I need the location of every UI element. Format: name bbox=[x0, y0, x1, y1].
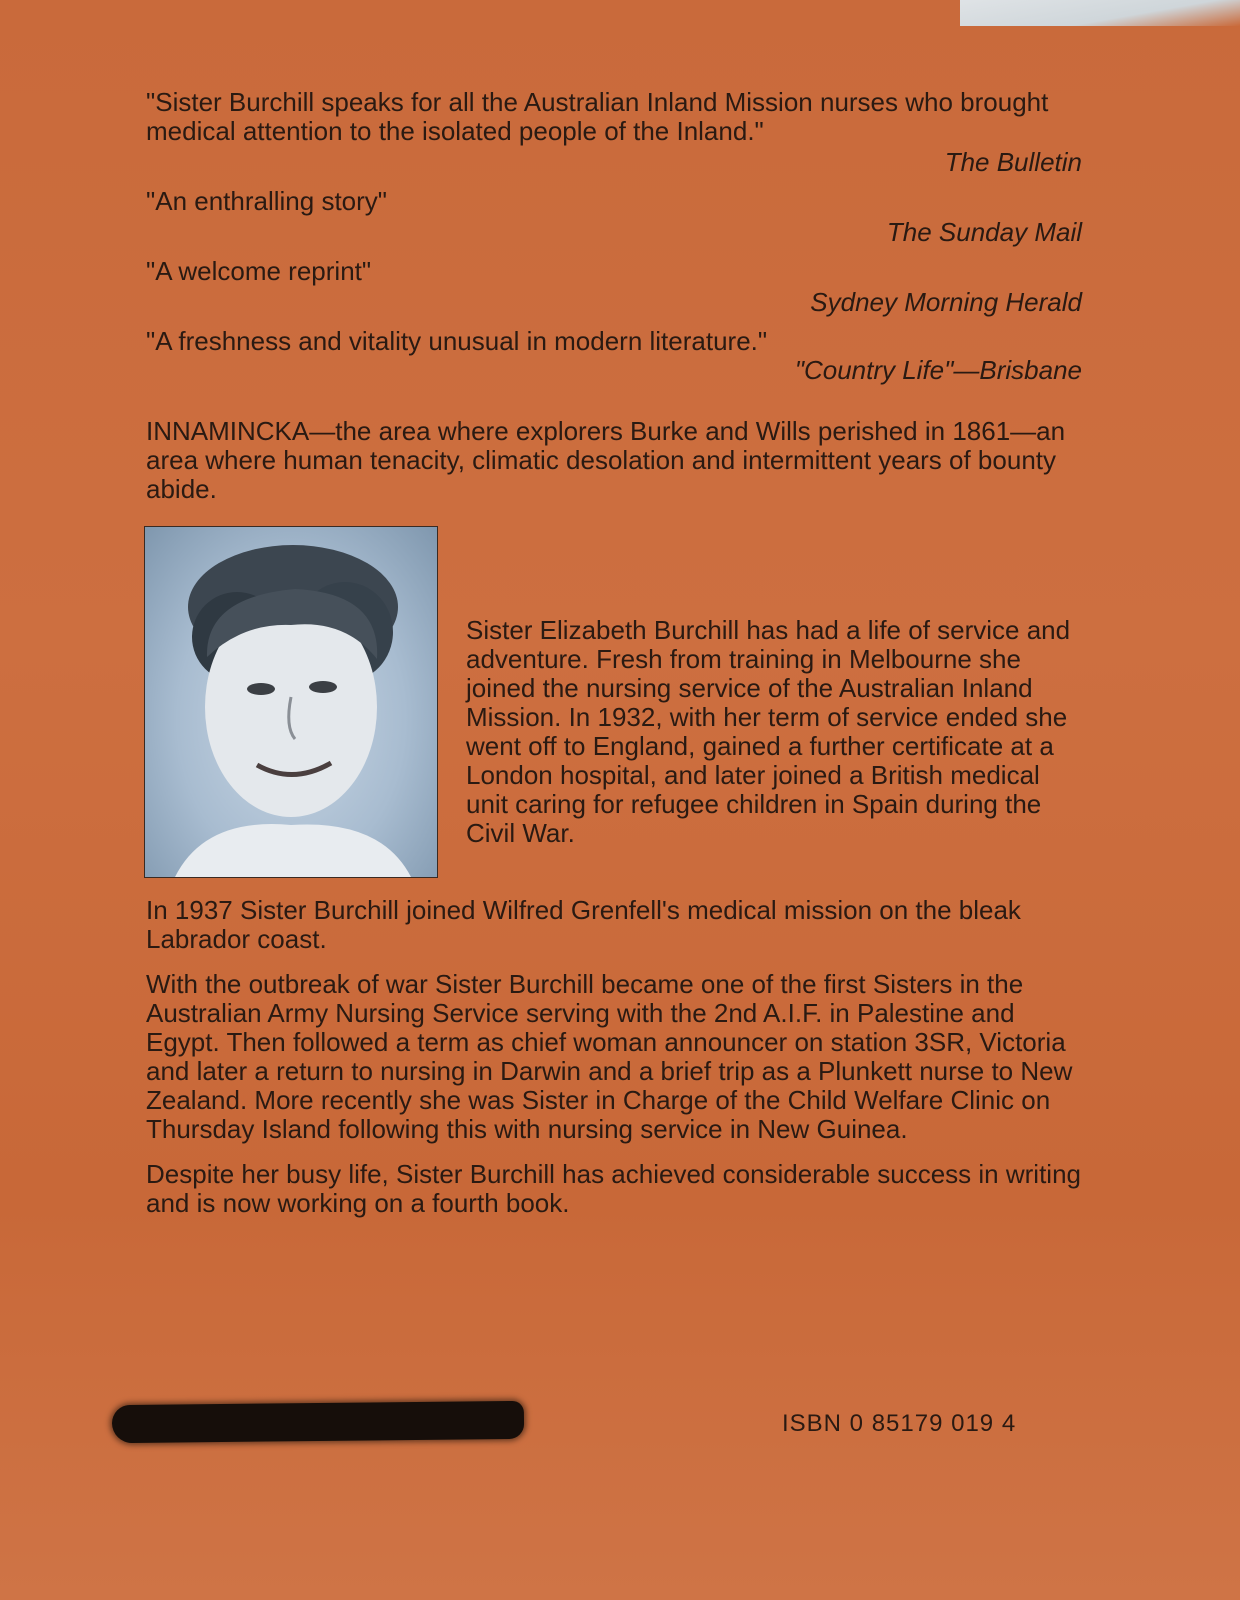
bio-section bbox=[146, 526, 1082, 880]
bio-paragraph: Sister Elizabeth Burchill has had a life of service and adventure. Fresh from training in Melbourne she joined the nursing service of the Australian Inland Mission. In 1932, with her term of service ended she went off to England, gained a further certificate at a London hospital, and later joined a British medical unit caring for refugee children in Spain during the Civil War. bbox=[466, 615, 1071, 848]
bio-paragraph: In 1937 Sister Burchill joined Wilfred Grenfell's medical mission on the bleak Labrador coast. bbox=[146, 895, 1021, 954]
isbn-number: ISBN 0 85179 019 4 bbox=[782, 1410, 1017, 1437]
review-quote: "An enthralling story" bbox=[146, 186, 388, 216]
author-photo bbox=[144, 526, 438, 878]
intro-paragraph: INNAMINCKA—the area where explorers Burke and Wills perished in 1861—an area where human tenacity, climatic desolation and intermittent years of bounty abide. bbox=[146, 416, 1066, 504]
review-quote: "A welcome reprint" bbox=[146, 256, 372, 286]
review-source: "Country Life"—Brisbane bbox=[794, 355, 1082, 385]
review-source: The Sunday Mail bbox=[886, 217, 1082, 247]
page-edge bbox=[960, 0, 1240, 26]
cover-text bbox=[146, 88, 1082, 1218]
bio-paragraph: Despite her busy life, Sister Burchill has achieved considerable success in writing and is now working on a fourth book. bbox=[146, 1159, 1081, 1218]
redaction-mark bbox=[112, 1401, 524, 1443]
review-source: The Bulletin bbox=[944, 147, 1082, 177]
review-quote: "Sister Burchill speaks for all the Australian Inland Mission nurses who brought medical attention to the isolated people of the Inland." bbox=[146, 87, 1049, 146]
review-source: Sydney Morning Herald bbox=[810, 287, 1082, 317]
review-quote: "A freshness and vitality unusual in modern literature." bbox=[146, 326, 768, 356]
portrait-icon bbox=[145, 527, 437, 877]
bio-paragraph: With the outbreak of war Sister Burchill became one of the first Sisters in the Australian Army Nursing Service serving with the 2nd A.I.F. in Palestine and Egypt. Then followed a term as chief woman announcer on station 3SR, Victoria and later a return to nursing in Darwin and a brief trip as a Plunkett nurse to New Zealand. More recently she was Sister in Charge of the Child Welfare Clinic on Thursday Island following this with nursing service in New Guinea. bbox=[146, 969, 1073, 1144]
